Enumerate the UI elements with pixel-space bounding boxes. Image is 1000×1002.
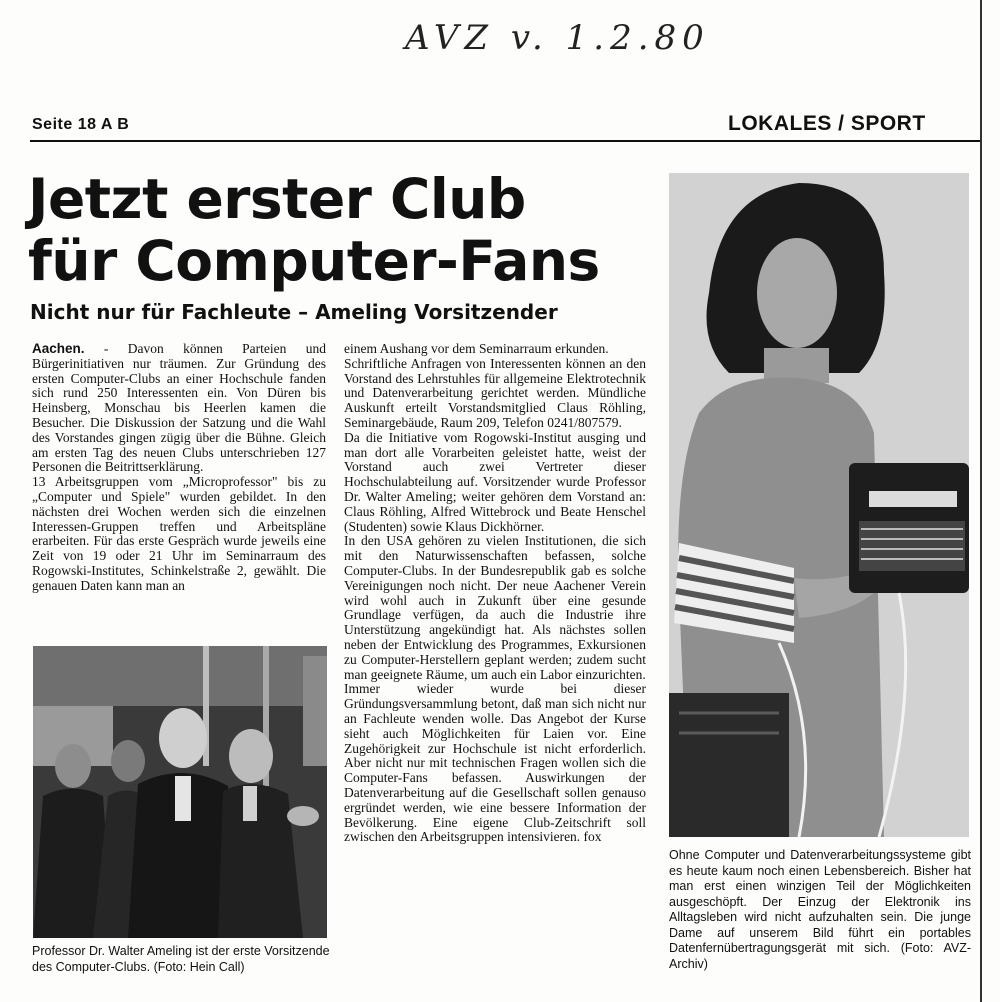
clipping-edge (980, 0, 982, 1002)
article-column-1 (32, 342, 326, 594)
paragraph: einem Aushang vor dem Seminarraum erkunden. (344, 341, 609, 356)
page-number-header: Seite 18 A B (32, 116, 130, 133)
section-header: LOKALES / SPORT (728, 112, 926, 135)
photo-caption-woman: Ohne Computer und Datenverarbeitungssysteme gibt es heute kaum noch einen Lebensbereich. Bisher hat man erst einen winzigen Teil der Möglichkeiten ausgeschöpft. Der Einzug der Elektronik ins Alltagsleben wird nicht aufzuhalten sein. Die junge Dame auf unserem Bild führt ein portables Datenfernübertragungsgerät mit sich. (Foto: AVZ-Archiv) (669, 848, 971, 971)
photo-caption-ameling: Professor Dr. Walter Ameling ist der erste Vorsitzende des Computer-Clubs. (Foto: Hein Call) (32, 944, 330, 974)
header-rule (30, 140, 980, 142)
headline-line-2: für Computer-Fans (28, 229, 600, 293)
photo-woman-graphic (669, 173, 969, 837)
paragraph: Schriftliche Anfragen von Interessenten können an den Vorstand des Lehrstuhles für allgemeine Elektrotechnik und Datenverarbeitung gerichtet werden. Mündliche Auskunft erteilt Vorstandsmitglied Claus Röhling, Seminargebäude, Raum 209, Telefon 0241/807579. (344, 355, 646, 430)
paragraph: Da die Initiative vom Rogowski-Institut ausging und man dort alle Vorarbeiten geleistet hatte, weist der Vorstand auch zwei Vertreter dieser Hochschulabteilung auf. Vorsitzender wurde Professor Dr. Walter Ameling; weiter gehören dem Vorstand an: Claus Röhling, Alfred Wittebrock und Beate Henschel (Studenten) sowie Klaus Dickhörner. (344, 429, 646, 534)
handwritten-date-note: AVZ v. 1.2.80 (405, 18, 710, 58)
photo-woman-with-terminal (669, 173, 969, 837)
photo-ameling-graphic (33, 646, 327, 938)
paragraph: 13 Arbeitsgruppen vom „Microprofessor" bis zu „Computer und Spiele" wurden gebildet. In den nächsten drei Wochen werden sich die einzelnen Interessen-Gruppen treffen und Arbeitspläne erarbeiten. Für das erste Gespräch wurde jeweils eine Zeit von 19 oder 21 Uhr im Seminarraum des Rogowski-Institutes, Schinkelstraße 2, gewählt. Die genauen Daten kann man an (32, 474, 326, 593)
paragraph: In den USA gehören zu vielen Institutionen, die sich mit den Naturwissenschaften befassen, solche Computer-Clubs. In der Bundesrepublik gab es solche Vereinigungen noch nicht. Der neue Aachener Verein wird wohl auch in Zukunft über eine gesunde Grundlage verfügen, da auch die Industrie ihre Unterstützung angekündigt hat. Als nächstes sollen neben der Entwicklung des Programmes, Exkursionen zu Computer-Herstellern geplant werden; zudem sucht man geeignete Räume, um auch ein Labor einzurichten. (344, 533, 646, 682)
photo-ameling (33, 646, 327, 938)
headline-line-1: Jetzt erster Club (28, 167, 526, 231)
subheadline: Nicht nur für Fachleute – Ameling Vorsitzender (30, 300, 558, 324)
paragraph: Immer wieder wurde bei dieser Gründungsversammlung betont, daß man sich nicht nur an Fachleute wenden wolle. Das Angebot der Kurse sieht auch Möglichkeiten für Laien vor. Eine Zugehörigkeit zur Hochschule ist nicht erforderlich. Aber nicht nur mit technischen Fragen wollen sich die Computer-Fans befassen. Auswirkungen der Datenverarbeitung auf die Gesellschaft sollen genauso ergründet werden, wie eine bessere Information der Bevölkerung. Eine eigene Club-Zeitschrift soll zwischen den Arbeitsgruppen intensivieren. fox (344, 681, 646, 845)
headline (28, 168, 648, 292)
article-column-2 (344, 342, 646, 845)
paragraph (32, 342, 326, 475)
dateline: Aachen. (32, 341, 85, 356)
paragraph-text: - Davon können Parteien und Bürgerinitiativen nur träumen. Zur Gründung des ersten Computer-Clubs an einer Hochschule fanden sich rund 250 Interessenten ein. Von Düren bis Heinsberg, Monschau bis Heerlen kamen die Besucher. Die Diskussion der Satzung und die Wahl des Vorstandes gingen zügig über die Bühne. Gleich am ersten Tag des neuen Clubs unterschrieben 127 Personen die Beitrittserklärung. (32, 341, 326, 475)
